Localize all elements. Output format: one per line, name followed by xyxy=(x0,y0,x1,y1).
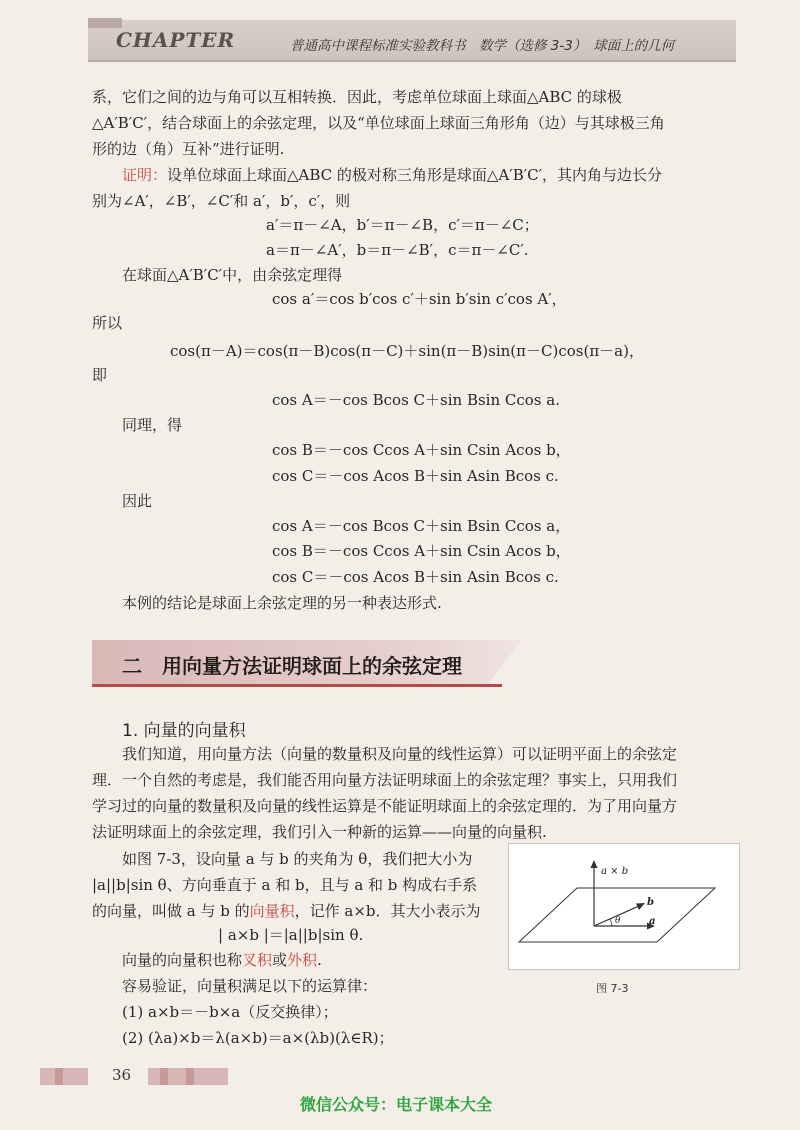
proof-line-1 xyxy=(122,165,662,185)
equation-4: cos(π－A)＝cos(π－B)cos(π－C)＋sin(π－B)sin(π－C)cos(π－a)， xyxy=(170,342,644,360)
law-2: (2) (λa)×b＝λ(a×b)＝a×(λb)(λ∈R)； xyxy=(122,1029,394,1047)
figure-7-3 xyxy=(508,843,740,970)
proof-conclusion: 本例的结论是球面上余弦定理的另一种表达形式. xyxy=(122,594,442,612)
theta-arc xyxy=(610,919,612,926)
proof-therefore: 因此 xyxy=(122,492,153,510)
para1-line-2: 理．一个自然的考虑是，我们能否用向量方法证明球面上的余弦定理？事实上，只用我们 xyxy=(92,771,678,789)
intro-line-1: 系，它们之间的边与角可以互相转换．因此，考虑单位球面上球面△ABC 的球极 xyxy=(92,88,622,106)
footer-bar-left-accent xyxy=(55,1068,63,1085)
para2-line-3 xyxy=(92,901,481,921)
subsection-heading: 1. 向量的向量积 xyxy=(122,721,246,741)
para2-line-2: |a||b|sin θ、方向垂直于 a 和 b，且与 a 和 b 构成右手系 xyxy=(92,876,478,894)
term-cross-product: 叉积 xyxy=(242,951,273,969)
proof-in-triangle: 在球面△A′B′C′中，由余弦定理得 xyxy=(122,266,343,284)
para2-line-3-text-end: ，记作 a×b．其大小表示为 xyxy=(294,902,481,920)
cross-product-diagram xyxy=(509,844,739,969)
para1-line-3: 学习过的向量的数量积及向量的线性运算是不能证明球面上的余弦定理的．为了用向量方 xyxy=(92,797,678,815)
alias-or: 或 xyxy=(272,951,288,969)
para1-line-4: 法证明球面上的余弦定理，我们引入一种新的运算——向量的向量积. xyxy=(92,823,547,841)
label-a: a xyxy=(649,916,656,927)
vector-axb-arrowhead xyxy=(591,860,598,868)
para2-line-1: 如图 7-3，设向量 a 与 b 的夹角为 θ，我们把大小为 xyxy=(122,850,473,868)
proof-so: 所以 xyxy=(92,314,123,332)
header-tab-decoration xyxy=(88,18,122,28)
equation-7: cos C＝－cos Acos B＋sin Asin Bcos c. xyxy=(272,467,559,485)
equation-9: cos B＝－cos Ccos A＋sin Csin Acos b， xyxy=(272,542,571,560)
page-header xyxy=(88,20,736,62)
equation-10: cos C＝－cos Acos B＋sin Asin Bcos c. xyxy=(272,568,559,586)
equation-2: a＝π－∠A′，b＝π－∠B′，c＝π－∠C′. xyxy=(266,241,529,259)
proof-text: 设单位球面上球面△ABC 的极对称三角形是球面△A′B′C′，其内角与边长分 xyxy=(167,166,663,184)
para2-line-3-text: 的向量，叫做 a 与 b 的 xyxy=(92,902,250,920)
label-theta: θ xyxy=(615,916,621,926)
figure-caption: 图 7-3 xyxy=(596,982,629,995)
term-outer-product: 外积 xyxy=(287,951,318,969)
footer-bar-left xyxy=(40,1068,88,1085)
page-number: 36 xyxy=(112,1066,132,1084)
alias-end: . xyxy=(317,951,322,969)
equation-8: cos A＝－cos Bcos C＋sin Bsin Ccos a， xyxy=(272,517,571,535)
proof-label: 证明： xyxy=(122,166,168,184)
section-banner-underline xyxy=(92,684,502,687)
footer-bar-right-accent-2 xyxy=(186,1068,194,1085)
term-vector-product: 向量积 xyxy=(249,902,295,920)
proof-that-is: 即 xyxy=(92,366,108,384)
equation-6: cos B＝－cos Ccos A＋sin Csin Acos b， xyxy=(272,441,571,459)
plane-parallelogram xyxy=(519,888,715,942)
footer-bar-right-accent-1 xyxy=(160,1068,168,1085)
proof-similarly: 同理，得 xyxy=(122,416,183,434)
equation-5: cos A＝－cos Bcos C＋sin Bsin Ccos a. xyxy=(272,391,560,409)
magnitude-formula: | a×b |＝|a||b|sin θ. xyxy=(218,926,364,944)
equation-1: a′＝π－∠A，b′＝π－∠B，c′＝π－∠C； xyxy=(266,216,539,234)
para1-line-1: 我们知道，用向量方法（向量的数量积及向量的线性运算）可以证明平面上的余弦定 xyxy=(122,745,678,763)
watermark-text: 微信公众号：电子课本大全 xyxy=(300,1095,493,1114)
law-1: (1) a×b＝－b×a（反交换律）； xyxy=(122,1003,338,1021)
alias-line xyxy=(122,950,322,970)
intro-line-2: △A′B′C′，结合球面上的余弦定理，以及“单位球面上球面三角形角（边）与其球极三角 xyxy=(92,114,665,132)
book-title: 普通高中课程标准实验教科书 数学（选修 3-3） 球面上的几何 xyxy=(290,38,675,54)
alias-text: 向量的向量积也称 xyxy=(122,951,243,969)
section-title: 二 用向量方法证明球面上的余弦定理 xyxy=(122,654,462,678)
equation-3: cos a′＝cos b′cos c′＋sin b′sin c′cos A′， xyxy=(272,290,567,308)
laws-intro: 容易验证，向量积满足以下的运算律： xyxy=(122,977,378,995)
label-b: b xyxy=(647,897,654,908)
chapter-label: CHAPTER xyxy=(116,28,236,52)
intro-line-3: 形的边（角）互补”进行证明. xyxy=(92,140,285,158)
label-axb: a × b xyxy=(601,866,629,877)
proof-line-2: 别为∠A′，∠B′，∠C′和 a′，b′，c′，则 xyxy=(92,192,351,210)
